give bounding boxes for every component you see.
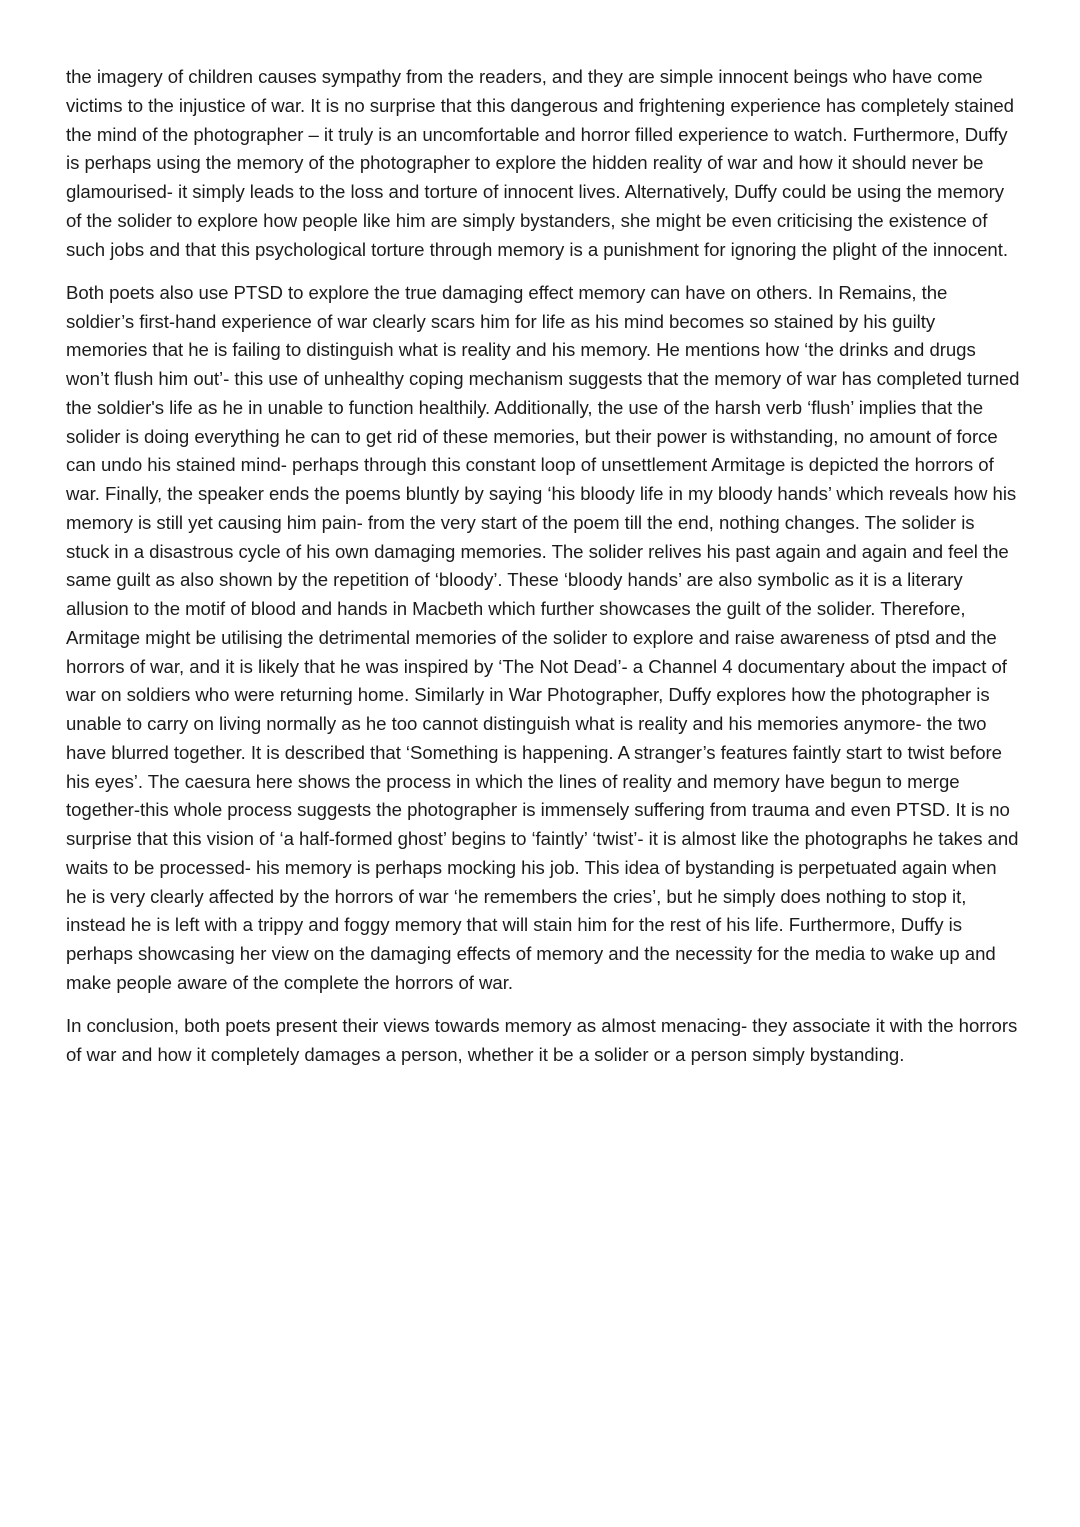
essay-paragraph-3: In conclusion, both poets present their views towards memory as almost menacing- they associate it with the horrors of war and how it completely damages a person, whether it be a solider or a person simply bystanding. <box>66 1015 1018 1065</box>
essay-paragraph-1: the imagery of children causes sympathy from the readers, and they are simple innocent beings who have come victims to the injustice of war. It is no surprise that this dangerous and frightening experience has completely stained the mind of the photographer – it truly is an uncomfortable and horror filled experience to watch. Furthermore, Duffy is perhaps using the memory of the photographer to explore the hidden reality of war and how it should never be glamourised- it simply leads to the loss and torture of innocent lives. Alternatively, Duffy could be using the memory of the solider to explore how people like him are simply bystanders, she might be even criticising the existence of such jobs and that this psychological torture through memory is a punishment for ignoring the plight of the innocent. <box>66 66 1014 260</box>
essay-paragraph-2: Both poets also use PTSD to explore the true damaging effect memory can have on others. In Remains, the soldier’s first-hand experience of war clearly scars him for life as his mind becomes so stained by his guilty memories that he is failing to distinguish what is reality and his memory. He mentions how ‘the drinks and drugs won’t flush him out’- this use of unhealthy coping mechanism suggests that the memory of war has completed turned the soldier's life as he in unable to function healthily. Additionally, the use of the harsh verb ‘flush’ implies that the solider is doing everything he can to get rid of these memories, but their power is withstanding, no amount of force can undo his stained mind- perhaps through this constant loop of unsettlement Armitage is depicted the horrors of war. Finally, the speaker ends the poems bluntly by saying ‘his bloody life in my bloody hands’ which reveals how his memory is still yet causing him pain- from the very start of the poem till the end, nothing changes. The solider is stuck in a disastrous cycle of his own damaging memories. The solider relives his past again and again and feel the same guilt as also shown by the repetition of ‘bloody’. These ‘bloody hands’ are also symbolic as it is a literary allusion to the motif of blood and hands in Macbeth which further showcases the guilt of the solider. Therefore, Armitage might be utilising the detrimental memories of the solider to explore and raise awareness of ptsd and the horrors of war, and it is likely that he was inspired by ‘The Not Dead’- a Channel 4 documentary about the impact of war on soldiers who were returning home. Similarly in War Photographer, Duffy explores how the photographer is unable to carry on living normally as he too cannot distinguish what is reality and his memories anymore- the two have blurred together. It is described that ‘Something is happening. A stranger’s features faintly start to twist before his eyes’. The caesura here shows the process in which the lines of reality and memory have begun to merge together-this whole process suggests the photographer is immensely suffering from trauma and even PTSD. It is no surprise that this vision of ‘a half-formed ghost’ begins to ‘faintly’ ‘twist’- it is almost like the photographs he takes and waits to be processed- his memory is perhaps mocking his job. This idea of bystanding is perpetuated again when he is very clearly affected by the horrors of war ‘he remembers the cries’, but he simply does nothing to stop it, instead he is left with a trippy and foggy memory that will stain him for the rest of his life. Furthermore, Duffy is perhaps showcasing her view on the damaging effects of memory and the necessity for the media to wake up and make people aware of the complete the horrors of war. <box>66 281 1020 993</box>
